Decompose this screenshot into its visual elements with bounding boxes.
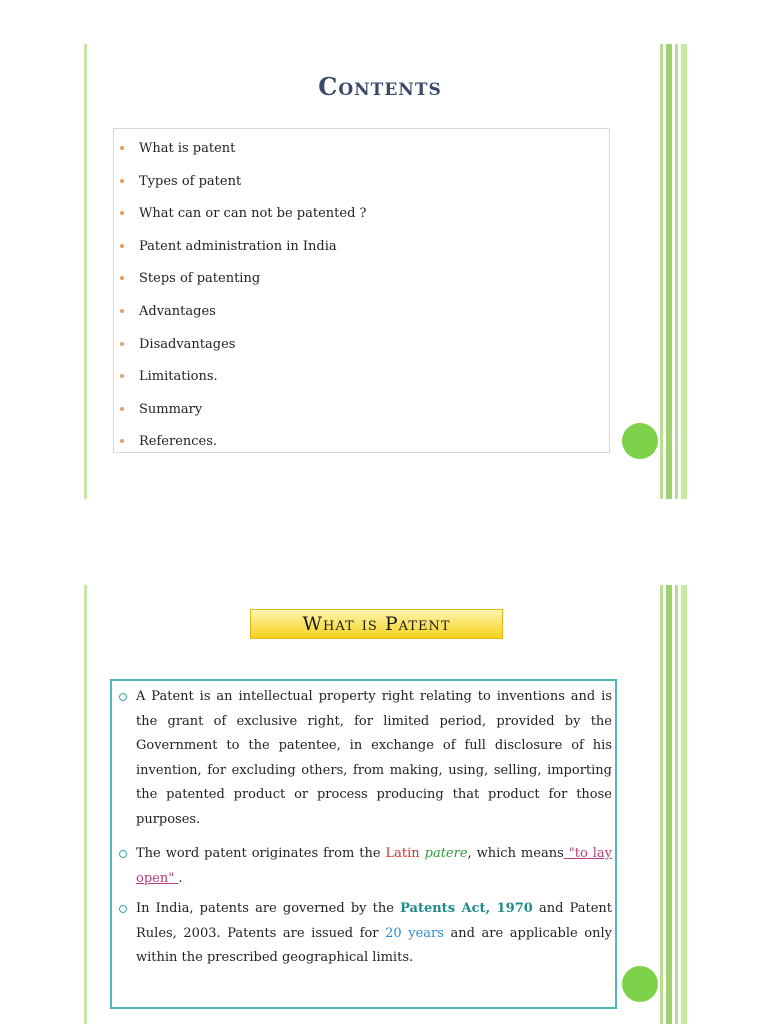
list-item: Disadvantages bbox=[114, 335, 367, 368]
definition-box bbox=[110, 679, 617, 1009]
right-decorative-bars bbox=[660, 585, 688, 1024]
bullet-icon bbox=[120, 179, 124, 183]
circle-bullet-icon bbox=[119, 693, 127, 701]
list-item: Steps of patenting bbox=[114, 269, 367, 302]
list-item: Types of patent bbox=[114, 172, 367, 205]
list-item: Summary bbox=[114, 400, 367, 433]
bullet-icon bbox=[120, 276, 124, 280]
left-border-line bbox=[84, 44, 87, 499]
slide-what-is-patent bbox=[0, 585, 768, 1024]
green-circle-decoration bbox=[622, 966, 658, 1002]
paragraph-definition: A Patent is an intellectual property right relating to inventions and is the grant of exclusive right, for limited period, provided by the Government to the patentee, in exchange of full disclosure of his invention, for excluding others, from making, using, selling, importing the patented product or process producing that product for those purposes. bbox=[136, 685, 612, 832]
slide-title: Contents bbox=[318, 72, 442, 101]
slide-title: What is Patent bbox=[250, 609, 503, 639]
right-decorative-bars bbox=[660, 44, 688, 499]
bullet-icon bbox=[120, 439, 124, 443]
circle-bullet-icon bbox=[119, 850, 127, 858]
bullet-icon bbox=[120, 374, 124, 378]
list-item: Patent administration in India bbox=[114, 237, 367, 270]
list-item: Limitations. bbox=[114, 367, 367, 400]
bullet-icon bbox=[120, 146, 124, 150]
bullet-icon bbox=[120, 309, 124, 313]
list-item: What is patent bbox=[114, 139, 367, 172]
contents-list bbox=[114, 139, 367, 465]
bullet-icon bbox=[120, 342, 124, 346]
green-circle-decoration bbox=[622, 423, 658, 459]
list-item: References. bbox=[114, 432, 367, 465]
paragraph-india-law: In India, patents are governed by the Patents Act, 1970 and Patent Rules, 2003. Patents are issued for 20 years and are applicable only within the prescribed geographical limits. bbox=[136, 897, 612, 971]
bullet-icon bbox=[120, 244, 124, 248]
list-item: Advantages bbox=[114, 302, 367, 335]
paragraph-etymology: The word patent originates from the Latin patere, which means "to lay open" . bbox=[136, 842, 612, 891]
bullet-icon bbox=[120, 211, 124, 215]
bullet-icon bbox=[120, 407, 124, 411]
contents-box bbox=[113, 128, 610, 453]
left-border-line bbox=[84, 585, 87, 1024]
circle-bullet-icon bbox=[119, 905, 127, 913]
list-item: What can or can not be patented ? bbox=[114, 204, 367, 237]
slide-contents bbox=[0, 0, 768, 500]
